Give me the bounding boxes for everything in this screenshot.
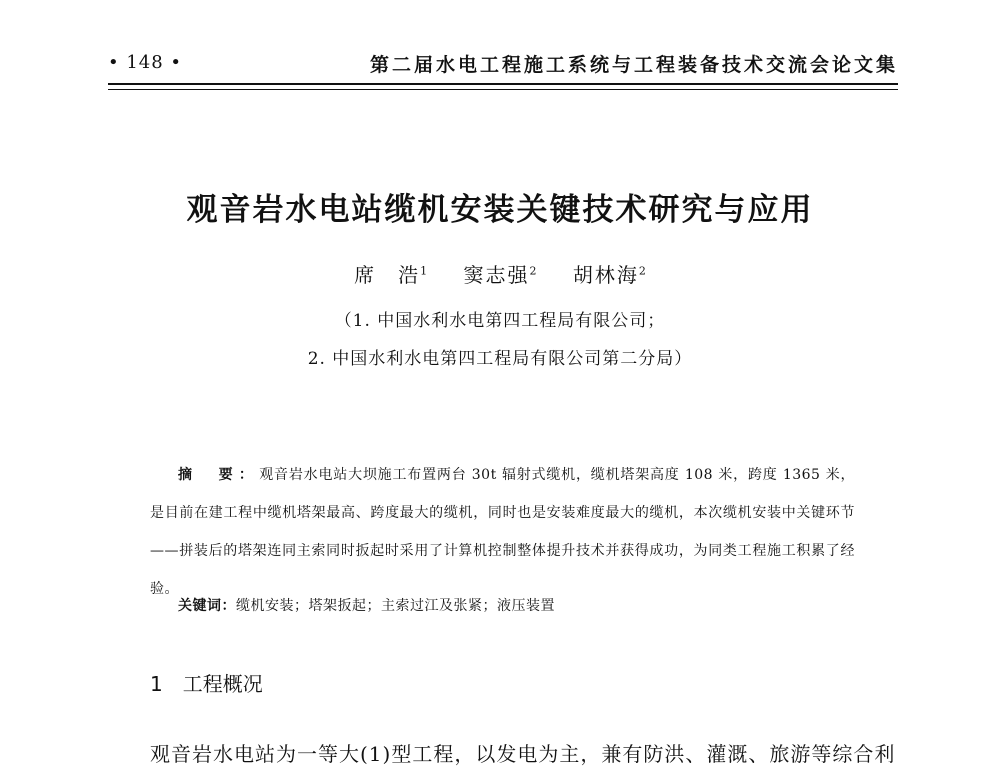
author-name: 胡林海 [572, 263, 639, 287]
author-name: 窦志强 [463, 263, 530, 287]
abstract-label: 摘 要： [178, 467, 260, 483]
affiliation-1: （1. 中国水利水电第四工程局有限公司； [334, 311, 666, 331]
author-affil-mark: 2 [638, 264, 646, 278]
header-rule-thin [108, 89, 898, 90]
author-2 [464, 263, 537, 287]
abstract-text: 观音岩水电站大坝施工布置两台 30t 辐射式缆机，缆机塔架高度 108 米，跨度 1365 米，是目前在建工程中缆机塔架最高、跨度最大的缆机，同时也是安装难度最大的缆机，本次缆机安装中关键环节——拼装后的塔架连同主索同时扳起时采用了计算机控制整体提升技术并获得成功，为同类工程施工积累了经验。 [150, 467, 856, 597]
author-list [0, 259, 1000, 288]
page-number: • 148 • [108, 52, 183, 73]
keywords-label: 关键词： [178, 598, 236, 614]
author-name: 席 浩 [354, 263, 421, 287]
header-rule-thick [108, 83, 898, 85]
author-affil-mark: 2 [529, 264, 537, 278]
affiliation-2: 2. 中国水利水电第四工程局有限公司第二分局） [307, 349, 693, 369]
paper-title: 观音岩水电站缆机安装关键技术研究与应用 [186, 192, 814, 228]
keywords-text: 缆机安装；塔架扳起；主索过江及张紧；液压装置 [236, 598, 555, 614]
section-heading [150, 668, 263, 697]
body-paragraph: 观音岩水电站为一等大(1)型工程，以发电为主，兼有防洪、灌溉、旅游等综合利 [150, 742, 896, 766]
abstract [150, 456, 855, 608]
author-affil-mark: 1 [420, 264, 428, 278]
keywords [178, 595, 555, 615]
journal-title: 第二届水电工程施工系统与工程装备技术交流会论文集 [369, 54, 898, 76]
author-1 [354, 263, 427, 287]
running-header [108, 48, 898, 82]
section-title: 工程概况 [182, 672, 263, 696]
section-number: 1 [150, 672, 163, 696]
author-3 [573, 263, 646, 287]
